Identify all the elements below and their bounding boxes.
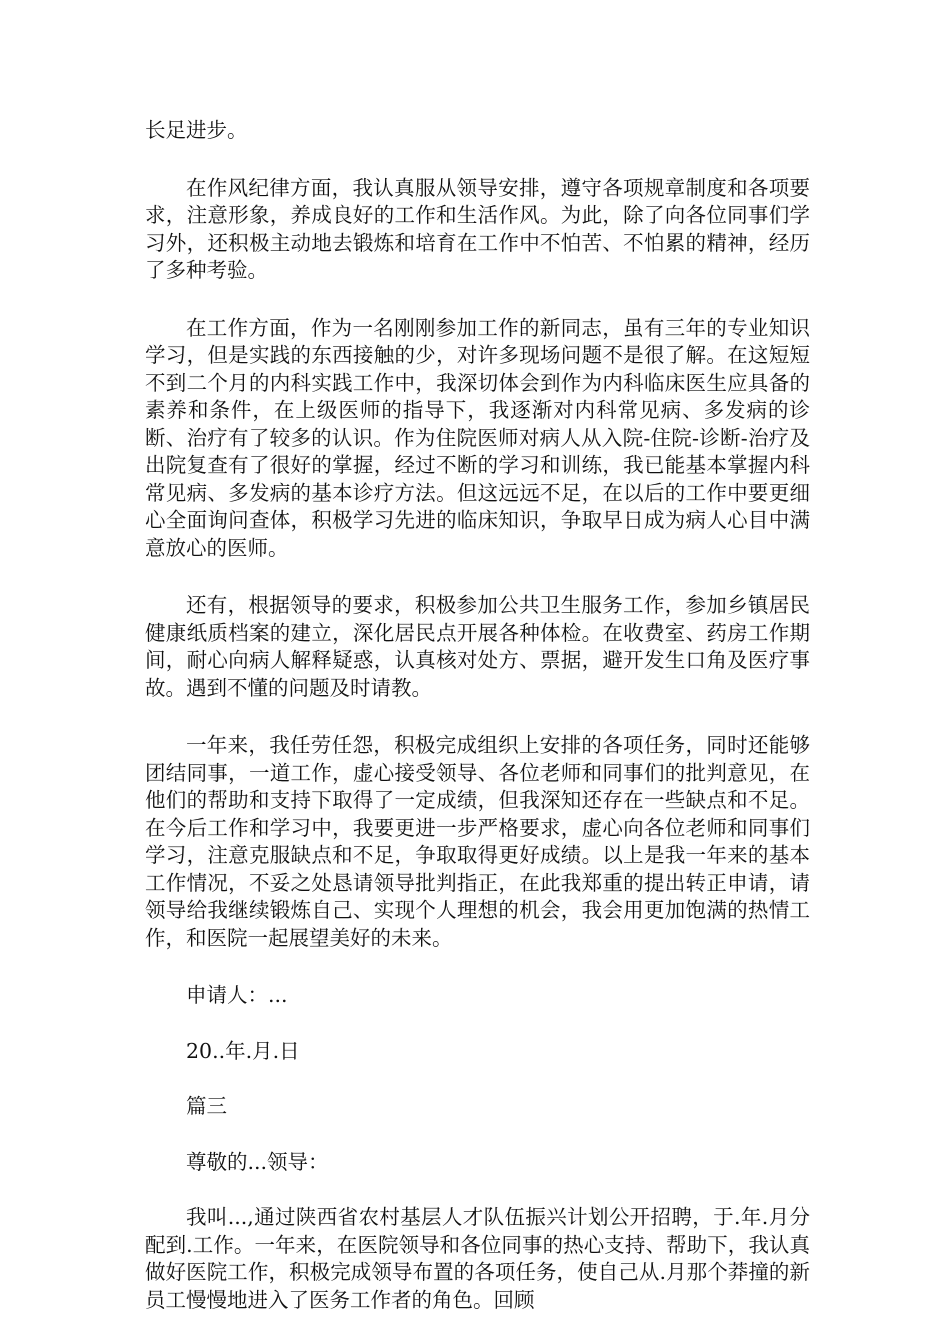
- paragraph-introduction: 我叫...,通过陕西省农村基层人才队伍振兴计划公开招聘，于.年.月分配到.工作。一年来，在医院领导和各位同事的热心支持、帮助下，我认真做好医院工作，积极完成领导布置的各项任务，使自己从.月那个莽撞的新员工慢慢地进入了医务工作者的角色。回顾: [145, 1205, 810, 1312]
- section-heading: 篇三: [186, 1094, 227, 1118]
- paragraph-work-aspects: 在工作方面，作为一名刚刚参加工作的新同志，虽有三年的专业知识学习，但是实践的东西接触的少，对许多现场问题不是很了解。在这短短不到二个月的内科实践工作中，我深切体会到作为内科临床医生应具备的素养和条件，在上级医师的指导下，我逐渐对内科常见病、多发病的诊断、治疗有了较多的认识。作为住院医师对病人从入院-住院-诊断-治疗及出院复查有了很好的掌握，经过不断的学习和训练，我已能基本掌握内科常见病、多发病的基本诊疗方法。但这远远不足，在以后的工作中要更细心全面询问查体，积极学习先进的临床知识，争取早日成为病人心目中满意放心的医师。: [145, 315, 810, 560]
- paragraph-work-discipline: 在作风纪律方面，我认真服从领导安排，遵守各项规章制度和各项要求，注意形象，养成良好的工作和生活作风。为此，除了向各位同事们学习外，还积极主动地去锻炼和培育在工作中不怕苦、不怕累的精神，经历了多种考验。: [145, 175, 810, 282]
- paragraph-continuation: 长足进步。: [145, 118, 248, 142]
- applicant-line: 申请人：...: [186, 983, 288, 1007]
- document-body: [145, 117, 810, 1344]
- paragraph-public-health: 还有，根据领导的要求，积极参加公共卫生服务工作，参加乡镇居民健康纸质档案的建立，深化居民点开展各种体检。在收费室、药房工作期间，耐心向病人解释疑惑，认真核对处方、票据，避开发生口角及医疗事故。遇到不懂的问题及时请教。: [145, 593, 810, 700]
- date-line: 20..年.月.日: [186, 1038, 300, 1063]
- paragraph-year-summary: 一年来，我任劳任怨，积极完成组织上安排的各项任务，同时还能够团结同事，一道工作，虚心接受领导、各位老师和同事们的批判意见，在他们的帮助和支持下取得了一定成绩，但我深知还存在一些缺点和不足。在今后工作和学习中，我要更进一步严格要求，虚心向各位老师和同事们学习，注意克服缺点和不足，争取取得更好成绩。以上是我一年来的基本工作情况，不妥之处恳请领导批判指正，在此我郑重的提出转正申请，请领导给我继续锻炼自己、实现个人理想的机会，我会用更加饱满的热情工作，和医院一起展望美好的未来。: [145, 733, 810, 950]
- salutation: 尊敬的...领导：: [186, 1149, 329, 1174]
